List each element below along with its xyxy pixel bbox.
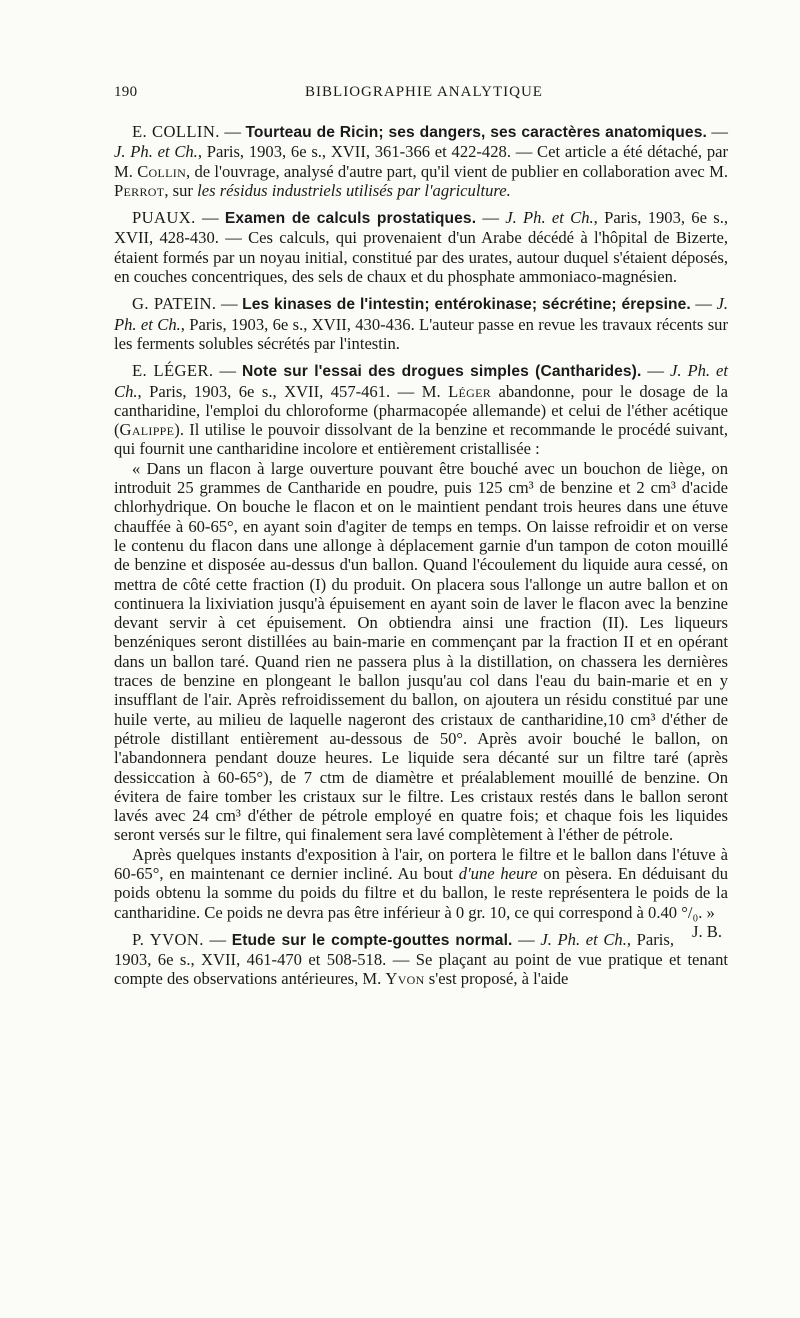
- page-body: [114, 122, 728, 997]
- bibliography-entry-collin: [114, 122, 728, 200]
- entry-author: G. PATEIN.: [132, 294, 217, 314]
- entry-journal: J. Ph. et Ch.: [114, 361, 729, 401]
- entry-text: Après quelques instants d'exposition à l'air, on portera le filtre et le ballon dans l'étuve à 60-65°, en maintenant ce dernier incliné. Au bout: [114, 844, 728, 883]
- quoted-procedure-paragraph: « Dans un flacon à large ouverture pouvant être bouché avec un bouchon de liège, on introduit 25 grammes de Cantharide en poudre, puis 125 cm³ de benzine et 2 cm³ d'acide chlorhydrique. On bouche le flacon et on le maintient pendant trois heures dans une étuve chauffée à 60-65°, en ayant soin d'agiter de temps en temps. On laisse refroidir et on verse le contenu du flacon dans une allonge à déplacement garnie d'un tampon de coton mouillé de benzine et disposée au-dessus d'un ballon. Quand l'écoulement du liquide aura cessé, on mettra de côté cette fraction (I) du produit. On placera sous l'allonge un autre ballon et on continuera la lixiviation jusqu'à épuisement en ayant soin de laver le flacon avec la benzine devant servir à cet épuisement. On obtiendra ainsi une fraction (II). Les liqueurs benzéniques seront distillées au bain-marie en commençant par la fraction II et en opérant dans un ballon taré. Quand rien ne passera plus à la distillation, on chassera les dernières traces de benzine en plongeant le ballon jusqu'au col dans l'eau du bain-marie et en y insufflant de l'air. Après refroidissement du ballon, on ajoutera un résidu constitué par une huile verte, au milieu de laquelle nageront des cristaux de cantharidine,10 cm³ d'éther de pétrole distillant entièrement au-dessous de 50°. Après avoir bouché le ballon, on l'abandonnera pendant douze heures. Le liquide sera décanté sur un filtre taré (après dessiccation à 60-65°), de 7 ctm de diamètre et préalablement mouillé de benzine. On évitera de faire tomber les cristaux sur le filtre. Les cristaux restés dans le ballon seront lavés avec 24 cm³ d'éther de pétrole employé en quatre fois; et chaque fois les liquides seront versés sur le filtre, qui finalement sera lavé complètement à l'éther de pétrole.: [114, 458, 728, 845]
- separator: —: [216, 294, 243, 314]
- separator: —: [706, 122, 729, 141]
- entry-paragraph: [114, 208, 728, 286]
- entry-journal: J. Ph. et Ch.: [114, 294, 729, 334]
- page-number: 190: [114, 84, 138, 100]
- bibliography-entry-yvon: [114, 930, 728, 989]
- reviewer-signature: J. B.: [692, 921, 722, 941]
- entry-title: Les kinases de l'intestin; entérokinase; sécrétine; érepsine.: [242, 296, 691, 314]
- entry-text: s'est proposé, à l'aide: [424, 969, 569, 989]
- entry-text: on pèsera. En déduisant du poids obtenu la somme du poids du filtre et du ballon, le reste représentera le poids de la cantharidine. Ce poids ne devra pas être inférieur à 0 gr. 10, ce qui correspond à 0.40 °/₀. »: [114, 863, 729, 922]
- entry-text: , sur: [164, 180, 198, 200]
- cited-name: Galippe: [119, 420, 175, 440]
- cited-name: Léger: [448, 381, 492, 401]
- entry-author: PUAUX.: [132, 208, 196, 228]
- entry-title: Tourteau de Ricin; ses dangers, ses caractères anatomiques.: [245, 124, 707, 141]
- bibliography-entry-patein: [114, 294, 728, 353]
- entry-italic-text: les résidus industriels utilisés par l'agriculture.: [197, 180, 511, 200]
- entry-italic-text: d'une heure: [458, 863, 538, 883]
- separator: —: [476, 208, 506, 228]
- entry-paragraph: [114, 122, 728, 200]
- separator: —: [203, 929, 232, 949]
- entry-title: Etude sur le compte-gouttes normal.: [231, 931, 513, 949]
- separator: —: [690, 294, 717, 314]
- entry-paragraph: [114, 361, 728, 458]
- entry-journal: J. Ph. et Ch.: [114, 142, 198, 162]
- cited-name: Yvon: [385, 969, 425, 989]
- cited-name: Perrot: [114, 180, 165, 200]
- entry-reference: , Paris, 1903, 6e s., XVII, 430-436. L'auteur passe en revue les travaux récents sur les ferments solubles sécrétés par l'intestin.: [114, 314, 728, 353]
- entry-reference: , Paris, 1903, 6e s., XVII, 457-461. — M.: [137, 381, 449, 401]
- running-header: [114, 84, 734, 110]
- entry-reference: , Paris, 1903, 6e s., XVII, 361-366 et 422-428. — Cet article a été détaché, par M.: [114, 142, 729, 181]
- entry-reference: , Paris, 1903, 6e s., XVII, 428-430. — Ces calculs, qui provenaient d'un Arabe décédé à l'hôpital de Bizerte, étaient formés par un noyau initial, constitué par des urates, autour duquel s'étaient déposés, en couches concentriques, des sels de chaux et du phosphate ammoniaco-magnésien.: [114, 208, 728, 287]
- entry-author: P. YVON.: [132, 929, 204, 949]
- entry-paragraph: [114, 294, 728, 353]
- entry-title: Note sur l'essai des drogues simples (Cantharides).: [242, 363, 642, 381]
- entry-journal: J. Ph. et Ch.: [505, 208, 594, 228]
- entry-reference: , Paris, 1903, 6e s., XVII, 461-470 et 508-518. — Se plaçant au point de vue pratique et tenant compte des observations antérieures, M.: [114, 929, 728, 989]
- separator: —: [219, 122, 246, 141]
- running-title: BIBLIOGRAPHIE ANALYTIQUE: [305, 84, 543, 100]
- bibliography-entry-puaux: [114, 208, 728, 286]
- entry-text: , de l'ouvrage, analysé d'autre part, qu'il vient de publier en collaboration avec M.: [186, 161, 728, 181]
- entry-paragraph: [114, 930, 728, 989]
- separator: —: [213, 361, 243, 381]
- entry-text: ). Il utilise le pouvoir dissolvant de la benzine et recommande le procédé suivant, qui fournit une cantharidine incolore et entièrement cristallisée :: [114, 420, 728, 459]
- separator: —: [195, 208, 225, 228]
- entry-journal: J. Ph. et Ch.: [540, 929, 627, 949]
- entry-title: Examen de calculs prostatiques.: [224, 210, 477, 228]
- cited-name: Collin: [137, 161, 187, 181]
- separator: —: [641, 361, 670, 381]
- entry-text: abandonne, pour le dosage de la cantharidine, l'emploi du chloroforme (pharmacopée allemande) et celui de l'éther acétique (: [114, 381, 728, 440]
- entry-author: E. LÉGER.: [132, 361, 214, 381]
- entry-author: E. COLLIN.: [132, 122, 220, 141]
- separator: —: [512, 929, 541, 949]
